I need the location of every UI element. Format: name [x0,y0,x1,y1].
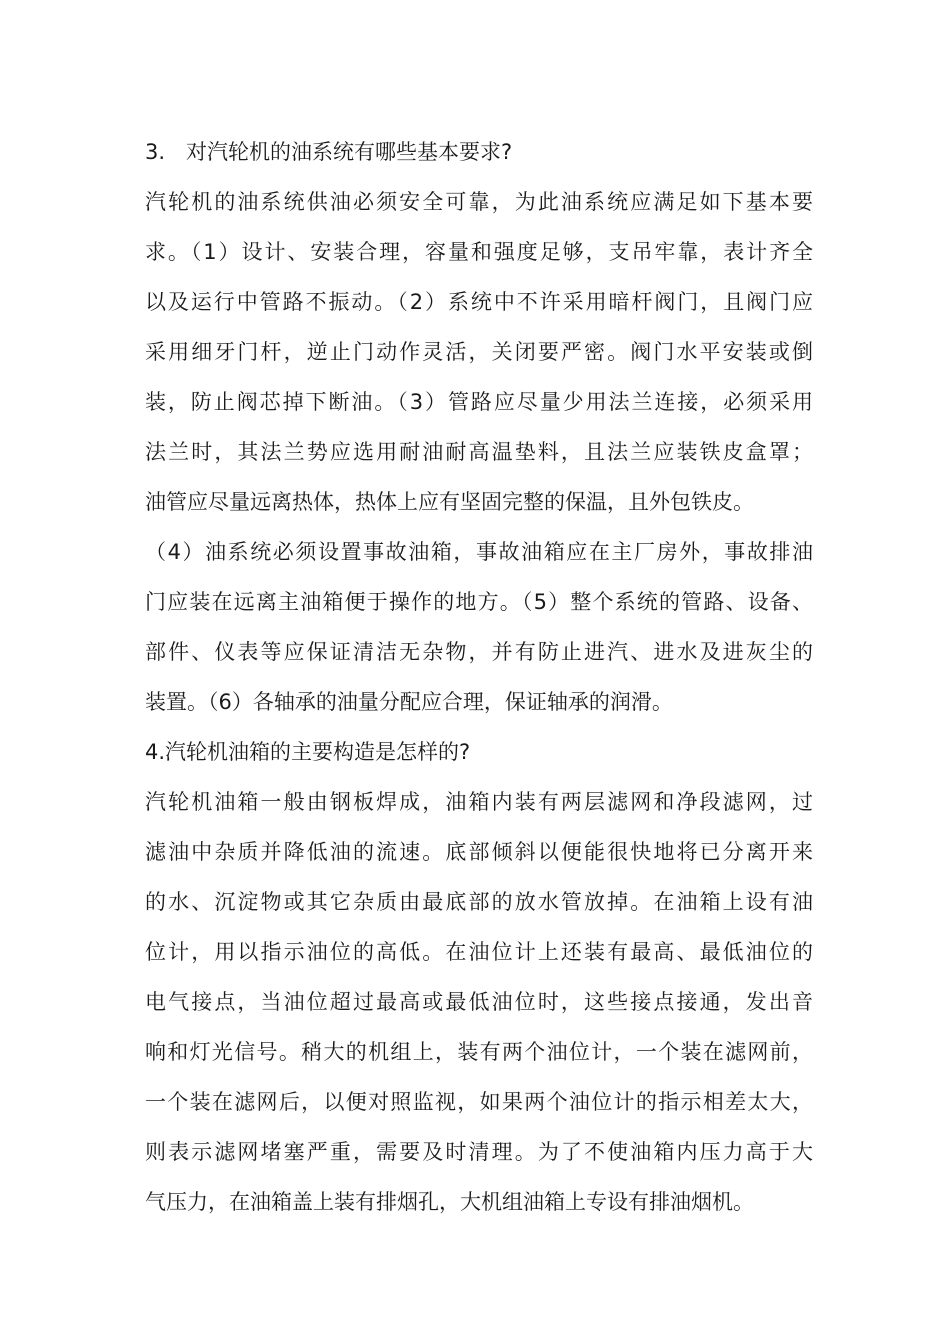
answer-4-line: 滤油中杂质并降低油的流速。底部倾斜以便能很快地将已分离开来 [145,840,813,864]
answer-4-line: 汽轮机油箱一般由钢板焊成，油箱内装有两层滤网和净段滤网，过 [145,790,813,814]
answer-3-line: 部件、仪表等应保证清洁无杂物，并有防止进汽、进水及进灰尘的 [145,640,813,664]
question-4-heading: 4.汽轮机油箱的主要构造是怎样的? [145,740,471,764]
answer-3-line: 采用细牙门杆，逆止门动作灵活，关闭要严密。阀门水平安装或倒 [145,340,813,364]
answer-3-line: 油管应尽量远离热体，热体上应有坚固完整的保温，且外包铁皮。 [145,490,754,514]
answer-4-line: 气压力，在油箱盖上装有排烟孔，大机组油箱上专设有排油烟机。 [145,1190,754,1214]
answer-3-line: 装置。（6）各轴承的油量分配应合理，保证轴承的润滑。 [145,690,673,714]
answer-3-line: 门应装在远离主油箱便于操作的地方。（5）整个系统的管路、设备、 [145,590,813,614]
answer-4-line: 位计，用以指示油位的高低。在油位计上还装有最高、最低油位的 [145,940,813,964]
document-body [145,127,813,1227]
answer-4-line: 响和灯光信号。稍大的机组上，装有两个油位计，一个装在滤网前， [145,1040,813,1064]
answer-3-line: 法兰时，其法兰势应选用耐油耐高温垫料，且法兰应装铁皮盒罩； [145,440,813,464]
question-3-heading: 3. 对汽轮机的油系统有哪些基本要求? [145,140,513,164]
answer-3-line: 汽轮机的油系统供油必须安全可靠，为此油系统应满足如下基本要 [145,190,813,214]
answer-4-line: 则表示滤网堵塞严重，需要及时清理。为了不使油箱内压力高于大 [145,1140,813,1164]
answer-4-line: 一个装在滤网后，以便对照监视，如果两个油位计的指示相差太大， [145,1090,813,1114]
answer-3-line: 装，防止阀芯掉下断油。（3）管路应尽量少用法兰连接，必须采用 [145,390,813,414]
answer-3-line: 求。（1）设计、安装合理，容量和强度足够，支吊牢靠，表计齐全 [145,240,813,264]
answer-4-line: 电气接点，当油位超过最高或最低油位时，这些接点接通，发出音 [145,990,813,1014]
answer-4-line: 的水、沉淀物或其它杂质由最底部的放水管放掉。在油箱上设有油 [145,890,813,914]
answer-3-line: （4）油系统必须设置事故油箱，事故油箱应在主厂房外，事故排油 [145,540,813,564]
answer-3-line: 以及运行中管路不振动。（2）系统中不许采用暗杆阀门，且阀门应 [145,290,813,314]
